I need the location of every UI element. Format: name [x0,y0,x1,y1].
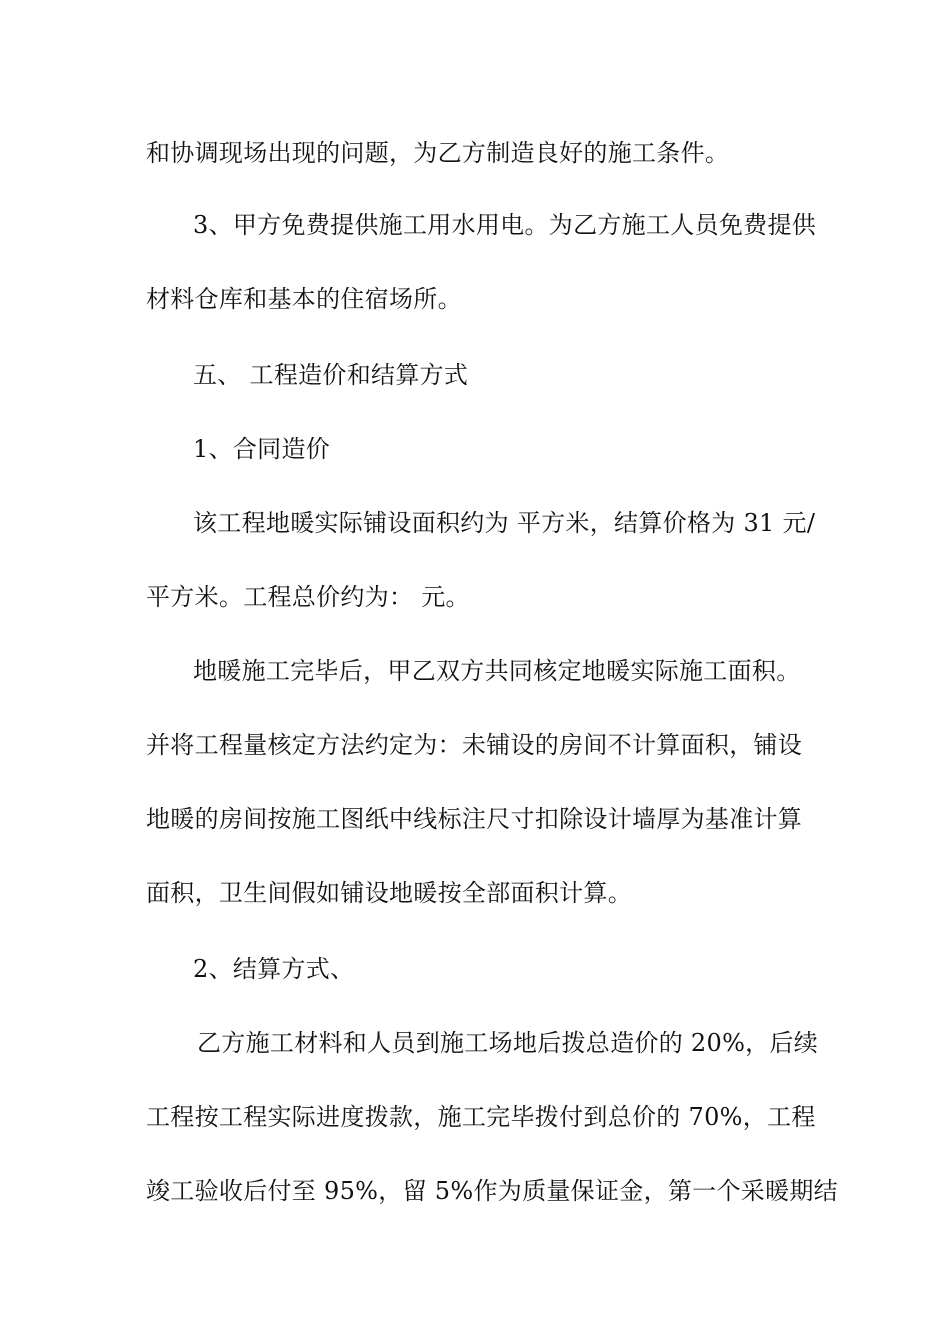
paragraph-line: 地暖施工完毕后，甲乙双方共同核定地暖实际施工面积。 [193,657,801,685]
paragraph-line: 工程按工程实际进度拨款，施工完毕拨付到总价的 70%，工程 [146,1103,816,1131]
paragraph-line: 面积，卫生间假如铺设地暖按全部面积计算。 [146,879,632,907]
paragraph-line: 3、甲方免费提供施工用水用电。为乙方施工人员免费提供 [193,211,817,239]
paragraph-line: 平方米。工程总价约为： 元。 [146,583,470,611]
paragraph-line: 该工程地暖实际铺设面积约为 平方米，结算价格为 31 元/ [193,509,816,537]
section-heading: 五、 工程造价和结算方式 [193,361,469,389]
paragraph-line: 竣工验收后付至 95%，留 5%作为质量保证金，第一个采暖期结 [146,1177,838,1205]
paragraph-line: 乙方施工材料和人员到施工场地后拨总造价的 20%，后续 [197,1029,819,1057]
paragraph-line: 材料仓库和基本的住宿场所。 [146,285,462,313]
paragraph-line: 并将工程量核定方法约定为：未铺设的房间不计算面积，铺设 [146,731,803,759]
subsection-heading: 1、合同造价 [193,435,331,463]
subsection-heading: 2、结算方式、 [193,955,355,983]
paragraph-line: 地暖的房间按施工图纸中线标注尺寸扣除设计墙厚为基准计算 [146,805,803,833]
paragraph-line: 和协调现场出现的问题，为乙方制造良好的施工条件。 [146,139,730,167]
